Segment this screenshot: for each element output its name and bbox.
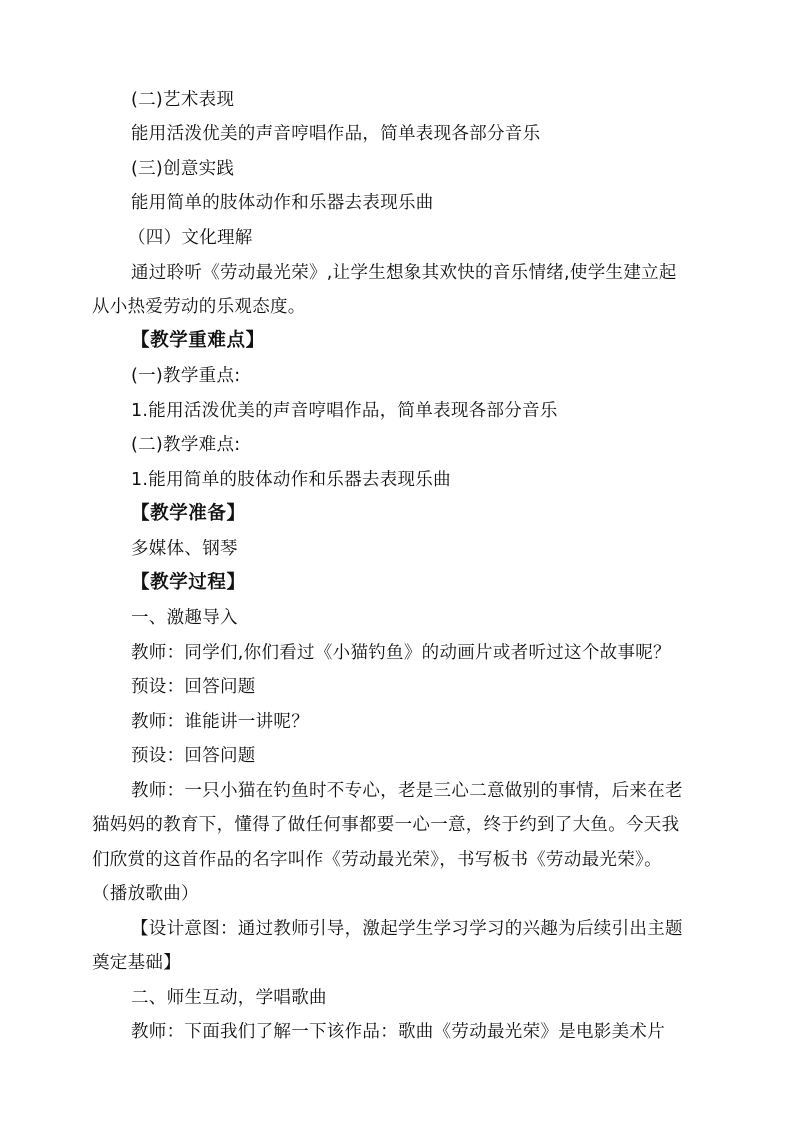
paragraph-text: 从小热爱劳动的乐观态度。 [92, 297, 306, 317]
paragraph-text: 猫妈妈的教育下，懂得了做任何事都要一心一意，终于约到了大鱼。今天我 [92, 815, 680, 835]
paragraph-text: 们欣赏的这首作品的名字叫作《劳动最光荣》，书写板书《劳动最光荣》。 [92, 850, 662, 870]
subheading-teaching-difficulty: (二)教学难点: [131, 435, 241, 455]
subheading-interaction: 二、师生互动，学唱歌曲 [131, 988, 327, 1008]
bold-heading-key-points: 【教学重难点】 [131, 330, 265, 351]
section-heading-artistic-expression: (二)艺术表现 [131, 90, 235, 110]
bold-heading-process: 【教学过程】 [131, 572, 246, 593]
dialogue-line: 教师：同学们,你们看过《小猫钓鱼》的动画片或者听过这个故事呢？ [131, 643, 671, 663]
paragraph-text: 能用简单的肢体动作和乐器去表现乐曲 [131, 193, 434, 213]
list-item: 1.能用简单的肢体动作和乐器去表现乐曲 [131, 470, 451, 490]
paragraph-text: 多媒体、钢琴 [131, 539, 238, 559]
subheading-teaching-focus: (一)教学重点: [131, 366, 241, 386]
paragraph-text: 能用活泼优美的声音哼唱作品，简单表现各部分音乐 [131, 124, 541, 144]
list-item: 1.能用活泼优美的声音哼唱作品，简单表现各部分音乐 [131, 401, 558, 421]
section-heading-creative-practice: (三)创意实践 [131, 159, 235, 179]
bold-heading-preparation: 【教学准备】 [131, 503, 246, 524]
dialogue-line: 教师：谁能讲一讲呢？ [131, 712, 309, 732]
paragraph-text: 通过聆听《劳动最光荣》,让学生想象其欢快的音乐情绪,使学生建立起 [131, 263, 677, 283]
paragraph-text: 教师：一只小猫在钓鱼时不专心，老是三心二意做别的事情，后来在老 [131, 781, 683, 801]
paragraph-text: （播放歌曲） [92, 884, 199, 904]
dialogue-line: 预设：回答问题 [131, 746, 256, 766]
section-heading-cultural-understanding: （四）文化理解 [128, 228, 253, 248]
paragraph-text: 教师：下面我们了解一下该作品：歌曲《劳动最光荣》是电影美术片 [131, 1022, 665, 1042]
design-intent-note: 【设计意图：通过教师引导，激起学生学习学习的兴趣为后续引出主题 [131, 919, 683, 939]
subheading-introduction: 一、激趣导入 [131, 608, 238, 628]
design-intent-note: 奠定基础】 [92, 953, 181, 973]
dialogue-line: 预设：回答问题 [131, 677, 256, 697]
